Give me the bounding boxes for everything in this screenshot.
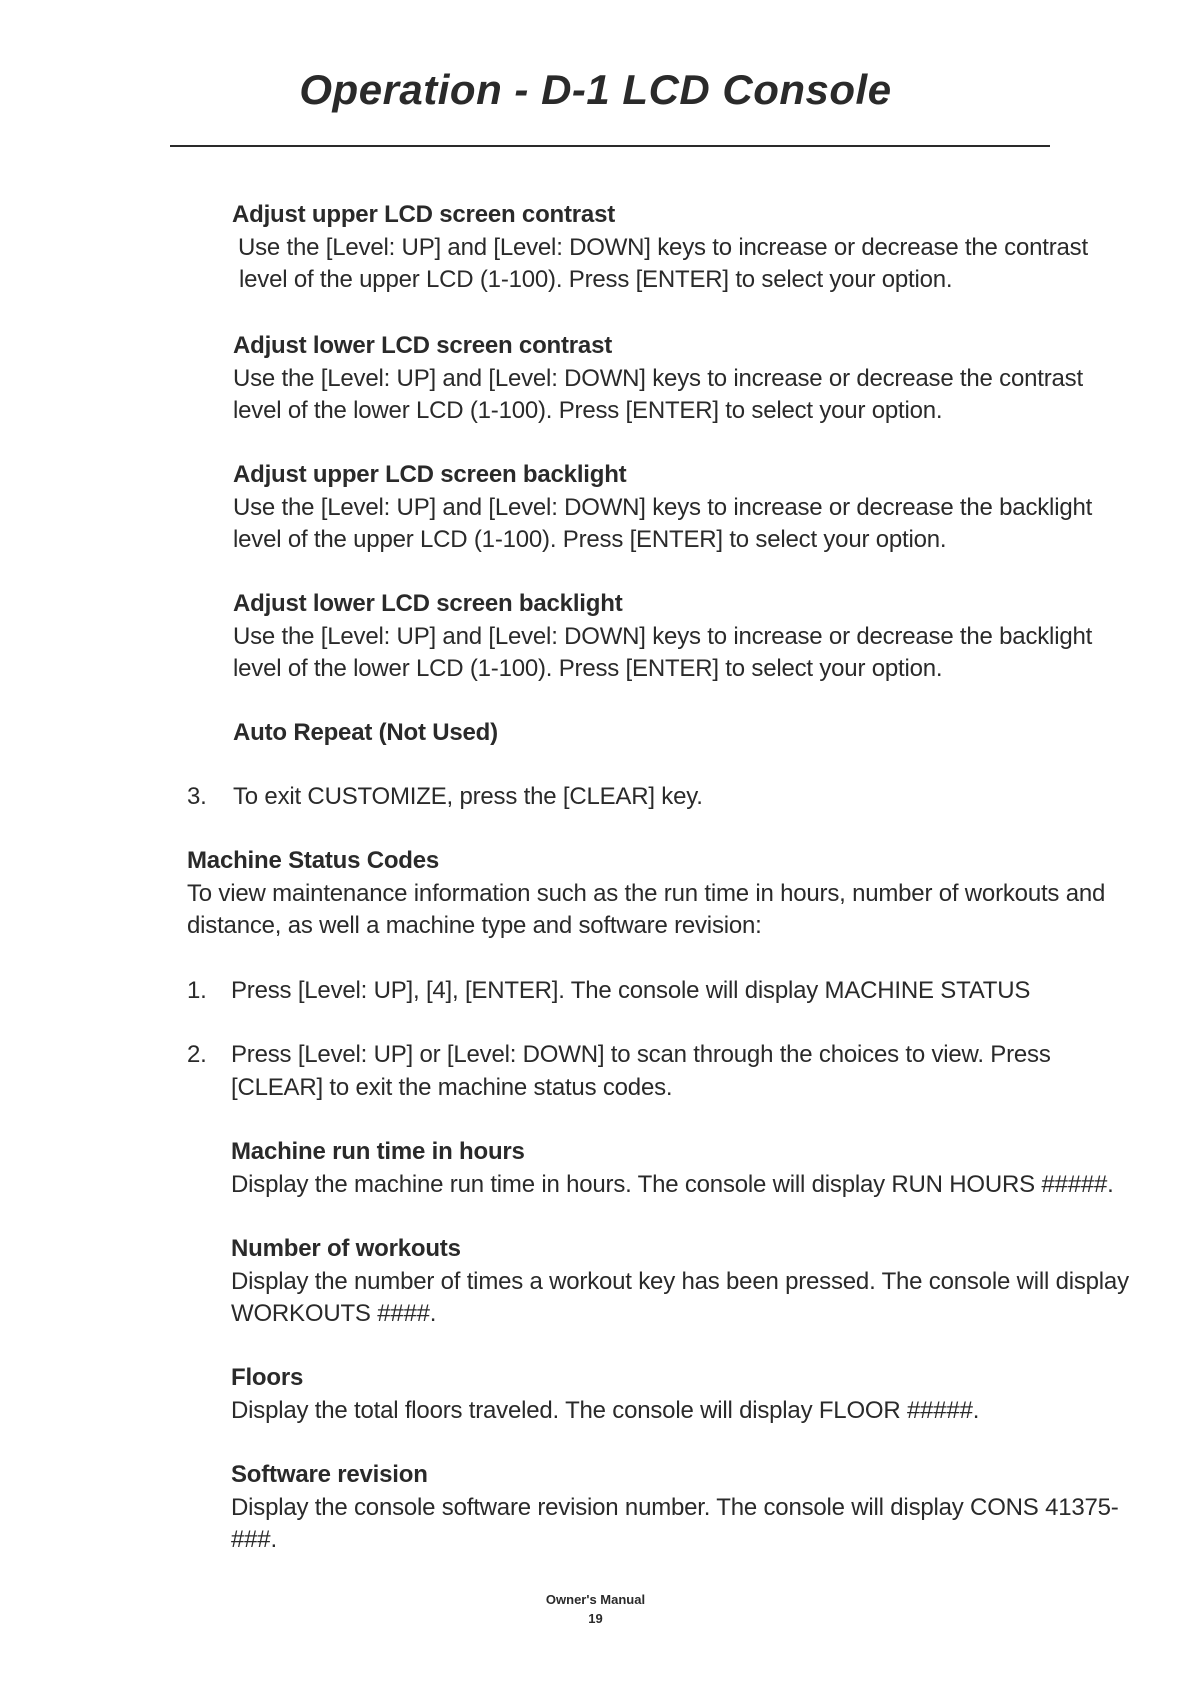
option-text-line: Use the [Level: UP] and [Level: DOWN] keys to increase or decrease the backlight: [233, 493, 1093, 521]
intro-line: To view maintenance information such as the run time in hours, number of workouts and: [187, 879, 1106, 907]
option-upper-backlight: [233, 459, 1092, 557]
code-run-hours: [231, 1136, 1114, 1201]
code-heading: Machine run time in hours: [231, 1138, 525, 1165]
code-text-line: Display the number of times a workout key has been pressed. The console will display: [231, 1267, 1129, 1295]
option-lower-backlight: [233, 588, 1092, 686]
machine-status-section: [187, 845, 1105, 943]
step-number: 1.: [187, 977, 207, 1004]
step-number: 2.: [187, 1041, 207, 1068]
option-auto-repeat: [233, 717, 498, 750]
code-text-line: Display the console software revision number. The console will display CONS 41375-: [231, 1493, 1119, 1521]
code-floors: [231, 1362, 979, 1427]
code-text-line: WORKOUTS ####.: [231, 1300, 437, 1327]
option-heading: Adjust lower LCD screen contrast: [233, 332, 613, 359]
code-text-line: ###.: [231, 1526, 277, 1553]
option-text-line: level of the lower LCD (1-100). Press [ENTER] to select your option.: [233, 655, 943, 682]
option-heading: Adjust lower LCD screen backlight: [233, 590, 623, 617]
title-divider: [170, 145, 1050, 147]
status-step-1: [187, 975, 1087, 1008]
option-upper-contrast: [232, 199, 1088, 297]
page-footer: [0, 1590, 1191, 1628]
code-text-line: Display the total floors traveled. The console will display FLOOR #####.: [231, 1396, 980, 1424]
step-text-line: Press [Level: UP] or [Level: DOWN] to scan through the choices to view. Press: [231, 1041, 1051, 1068]
option-text-line: level of the upper LCD (1-100). Press [ENTER] to select your option.: [239, 266, 953, 293]
code-heading: Floors: [231, 1364, 304, 1391]
code-software-revision: [231, 1459, 1119, 1557]
option-text-line: Use the [Level: UP] and [Level: DOWN] keys to increase or decrease the contrast: [238, 233, 1088, 261]
option-heading: Adjust upper LCD screen backlight: [233, 461, 627, 488]
option-text-line: level of the upper LCD (1-100). Press [ENTER] to select your option.: [233, 526, 947, 553]
option-text-line: Use the [Level: UP] and [Level: DOWN] keys to increase or decrease the backlight: [233, 622, 1093, 650]
intro-line: distance, as well a machine type and software revision:: [187, 912, 762, 939]
option-heading: Adjust upper LCD screen contrast: [232, 201, 616, 228]
option-text-line: level of the lower LCD (1-100). Press [ENTER] to select your option.: [233, 397, 943, 424]
option-text-line: Use the [Level: UP] and [Level: DOWN] keys to increase or decrease the contrast: [233, 364, 1083, 392]
status-step-2: [187, 1039, 1087, 1104]
page-title: Operation - D-1 LCD Console: [299, 66, 892, 113]
page-number: 19: [588, 1611, 603, 1626]
code-heading: Number of workouts: [231, 1235, 461, 1262]
step-text-line: [CLEAR] to exit the machine status codes.: [231, 1073, 673, 1101]
code-heading: Software revision: [231, 1461, 428, 1488]
step-text: To exit CUSTOMIZE, press the [CLEAR] key.: [233, 783, 703, 810]
option-lower-contrast: [233, 330, 1083, 428]
step-text-line: Press [Level: UP], [4], [ENTER]. The console will display MACHINE STATUS: [231, 977, 1031, 1004]
option-heading: Auto Repeat (Not Used): [233, 719, 498, 746]
step-number: 3.: [187, 783, 207, 810]
code-text-line: Display the machine run time in hours. The console will display RUN HOURS #####.: [231, 1170, 1114, 1198]
section-heading: Machine Status Codes: [187, 847, 440, 874]
footer-manual-label: Owner's Manual: [545, 1592, 646, 1607]
code-workouts: [231, 1233, 1129, 1331]
